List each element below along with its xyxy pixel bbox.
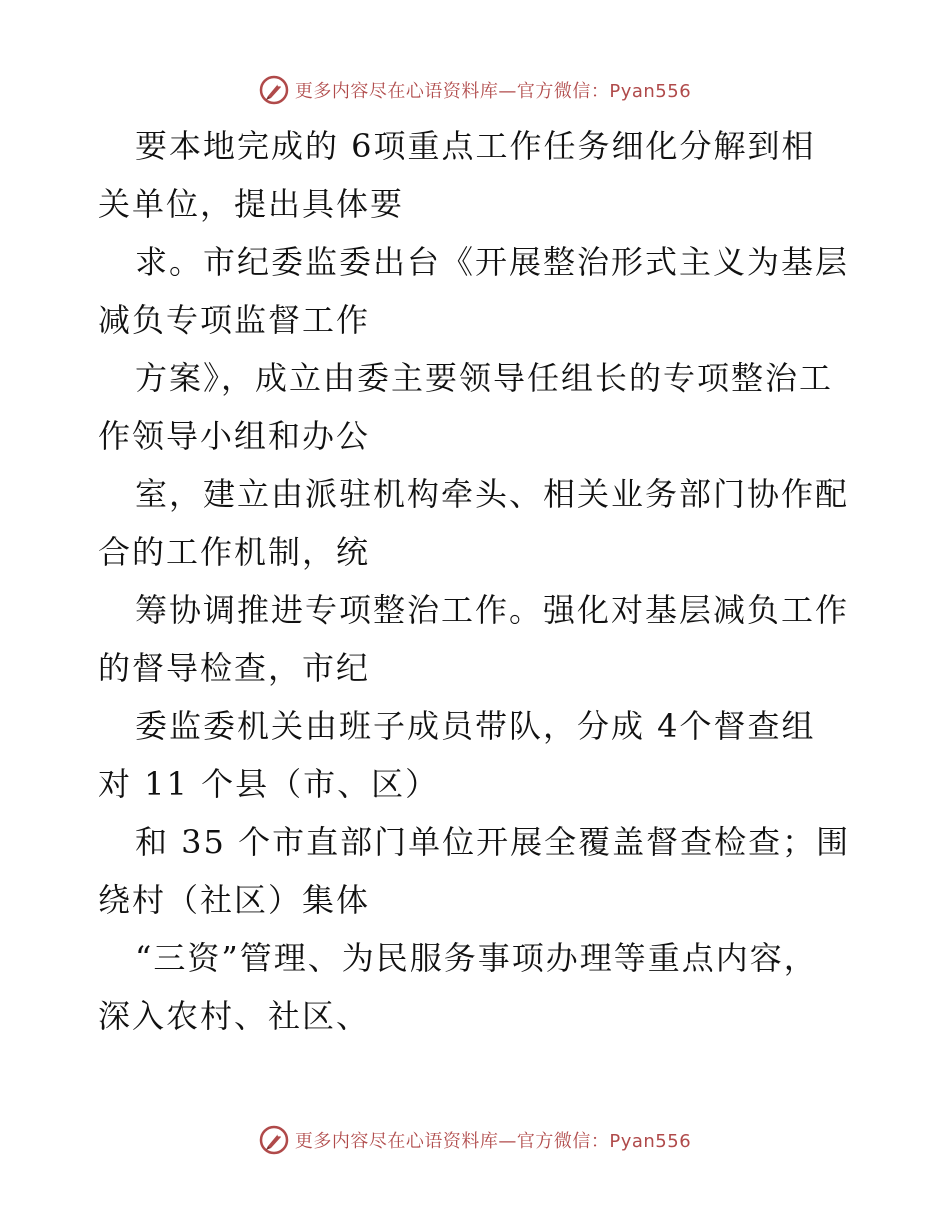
body-line: 室，建立由派驻机构牵头、相关业务部门协作配 [135, 475, 850, 513]
footer-banner [0, 1120, 950, 1160]
footer-banner-text: 更多内容尽在心语资料库—官方微信：Pyan556 [294, 1131, 692, 1152]
body-line: 筹协调推进专项整治工作。强化对基层减负工作 [135, 591, 850, 629]
body-line: 合的工作机制，统 [98, 533, 371, 571]
body-line: 深入农村、社区、 [98, 997, 371, 1035]
body-line: 方案》，成立由委主要领导任组长的专项整治工 [135, 359, 834, 397]
body-line: 的督导检查，市纪 [98, 649, 371, 687]
body-line: “三资”管理、为民服务事项办理等重点内容， [135, 939, 818, 977]
body-line: 减负专项监督工作 [98, 301, 371, 339]
body-line: 作领导小组和办公 [98, 417, 371, 455]
body-line: 关单位，提出具体要 [98, 185, 405, 223]
body-line: 求。市纪委监委出台《开展整治形式主义为基层 [135, 243, 850, 281]
body-line: 对 11 个县（市、区） [98, 765, 440, 803]
body-line: 委监委机关由班子成员带队，分成 4个督查组 [135, 707, 816, 745]
header-banner-text: 更多内容尽在心语资料库—官方微信：Pyan556 [294, 81, 692, 102]
body-line: 绕村（社区）集体 [98, 881, 371, 919]
body-line: 和 35 个市直部门单位开展全覆盖督查检查；围 [135, 823, 851, 861]
pen-nib-logo-icon [259, 1125, 289, 1155]
body-line: 要本地完成的 6项重点工作任务细化分解到相 [135, 127, 816, 165]
